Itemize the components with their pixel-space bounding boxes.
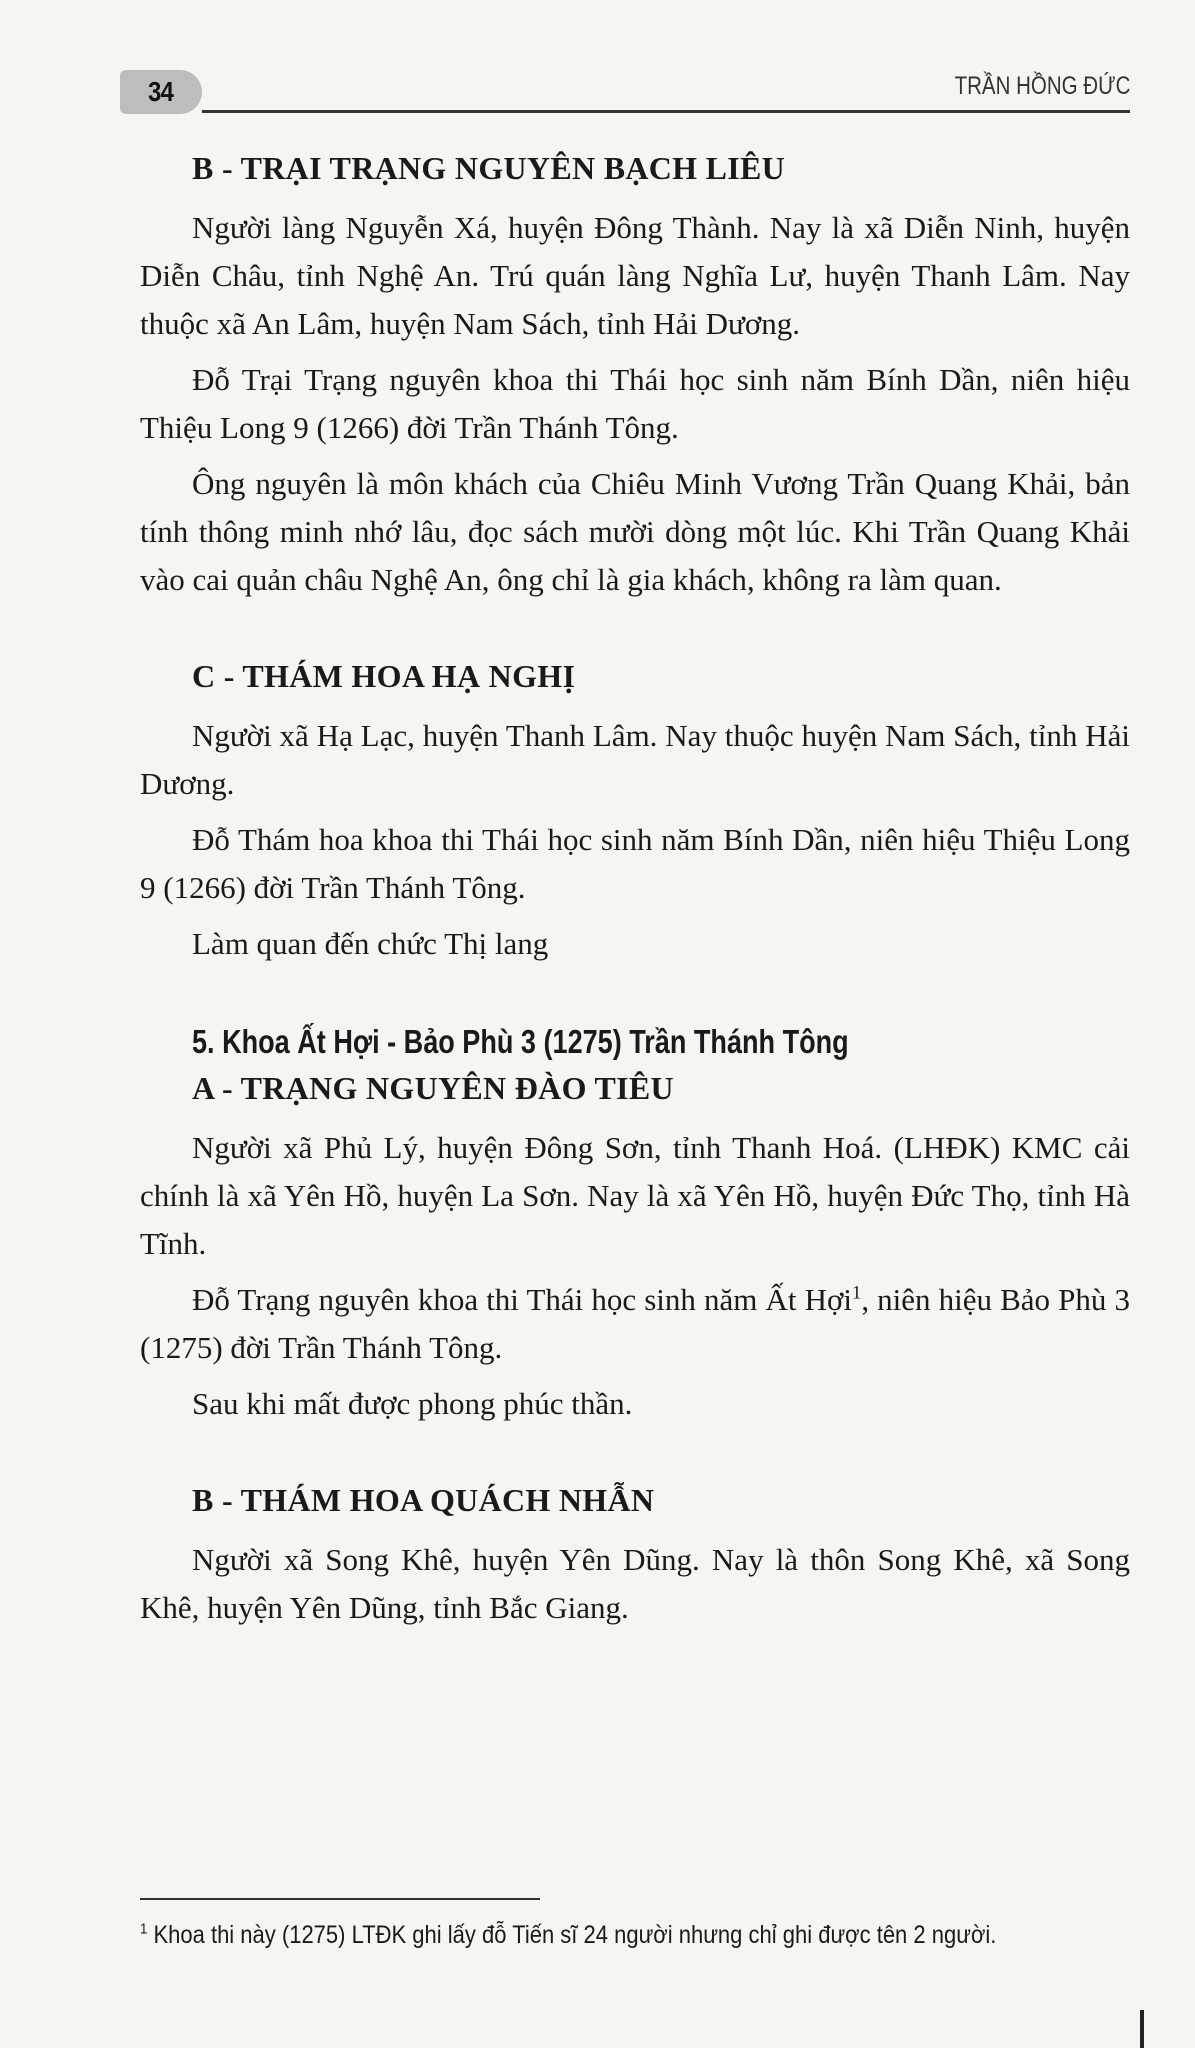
page-number: 34 xyxy=(148,76,174,107)
page-edge-mark xyxy=(1140,2010,1144,2048)
page-header xyxy=(120,66,1130,116)
paragraph: Người xã Hạ Lạc, huyện Thanh Lâm. Nay thuộc huyện Nam Sách, tỉnh Hải Dương. xyxy=(140,718,1130,801)
paragraph: Sau khi mất được phong phúc thần. xyxy=(192,1386,633,1421)
section-heading: C - THÁM HOA HẠ NGHỊ xyxy=(192,658,576,694)
page-number-badge xyxy=(120,70,202,114)
paragraph: Người xã Phủ Lý, huyện Đông Sơn, tỉnh Thanh Hoá. (LHĐK) KMC cải chính là xã Yên Hồ, huyện La Sơn. Nay là xã Yên Hồ, huyện Đức Thọ, tỉnh Hà Tĩnh. xyxy=(140,1130,1130,1261)
running-head: TRẦN HỒNG ĐỨC xyxy=(954,72,1130,100)
paragraph-part: , niên hiệu Bảo Phù 3 (1275) đời Trần Thánh Tông. xyxy=(140,1282,1131,1365)
section-heading: A - TRẠNG NGUYÊN ĐÀO TIÊU xyxy=(192,1070,674,1106)
page-body xyxy=(140,148,1130,1640)
paragraph: Đỗ Thám hoa khoa thi Thái học sinh năm Bính Dần, niên hiệu Thiệu Long 9 (1266) đời Trần Thánh Tông. xyxy=(140,822,1130,905)
footnote xyxy=(140,1918,1020,1952)
paragraph-part: Đỗ Trạng nguyên khoa thi Thái học sinh năm Ất Hợi xyxy=(192,1282,853,1317)
header-rule xyxy=(202,110,1130,113)
paragraph: Người xã Song Khê, huyện Yên Dũng. Nay là thôn Song Khê, xã Song Khê, huyện Yên Dũng, tỉnh Bắc Giang. xyxy=(140,1542,1130,1625)
paragraph-with-footnote xyxy=(140,1276,1130,1372)
paragraph: Người làng Nguyễn Xá, huyện Đông Thành. Nay là xã Diễn Ninh, huyện Diễn Châu, tỉnh Nghệ An. Trú quán làng Nghĩa Lư, huyện Thanh Lâm. Nay thuộc xã An Lâm, huyện Nam Sách, tỉnh Hải Dương. xyxy=(140,210,1130,341)
footnote-ref[interactable]: 1 xyxy=(852,1282,862,1304)
section-heading: B - THÁM HOA QUÁCH NHẪN xyxy=(192,1482,655,1518)
section-heading: B - TRẠI TRẠNG NGUYÊN BẠCH LIÊU xyxy=(192,150,786,186)
footnote-rule xyxy=(140,1898,540,1900)
paragraph: Đỗ Trại Trạng nguyên khoa thi Thái học sinh năm Bính Dần, niên hiệu Thiệu Long 9 (1266) đời Trần Thánh Tông. xyxy=(140,362,1130,445)
paragraph: Ông nguyên là môn khách của Chiêu Minh Vương Trần Quang Khải, bản tính thông minh nhớ lâu, đọc sách mười dòng một lúc. Khi Trần Quang Khải vào cai quản châu Nghệ An, ông chỉ là gia khách, không ra làm quan. xyxy=(140,466,1130,597)
paragraph: Làm quan đến chức Thị lang xyxy=(192,926,549,961)
khoa-heading: 5. Khoa Ất Hợi - Bảo Phù 3 (1275) Trần Thánh Tông xyxy=(192,1023,849,1060)
footnote-marker: 1 xyxy=(140,1920,148,1938)
footnote-text: Khoa thi này (1275) LTĐK ghi lấy đỗ Tiến sĩ 24 người nhưng chỉ ghi được tên 2 người. xyxy=(153,1921,997,1949)
